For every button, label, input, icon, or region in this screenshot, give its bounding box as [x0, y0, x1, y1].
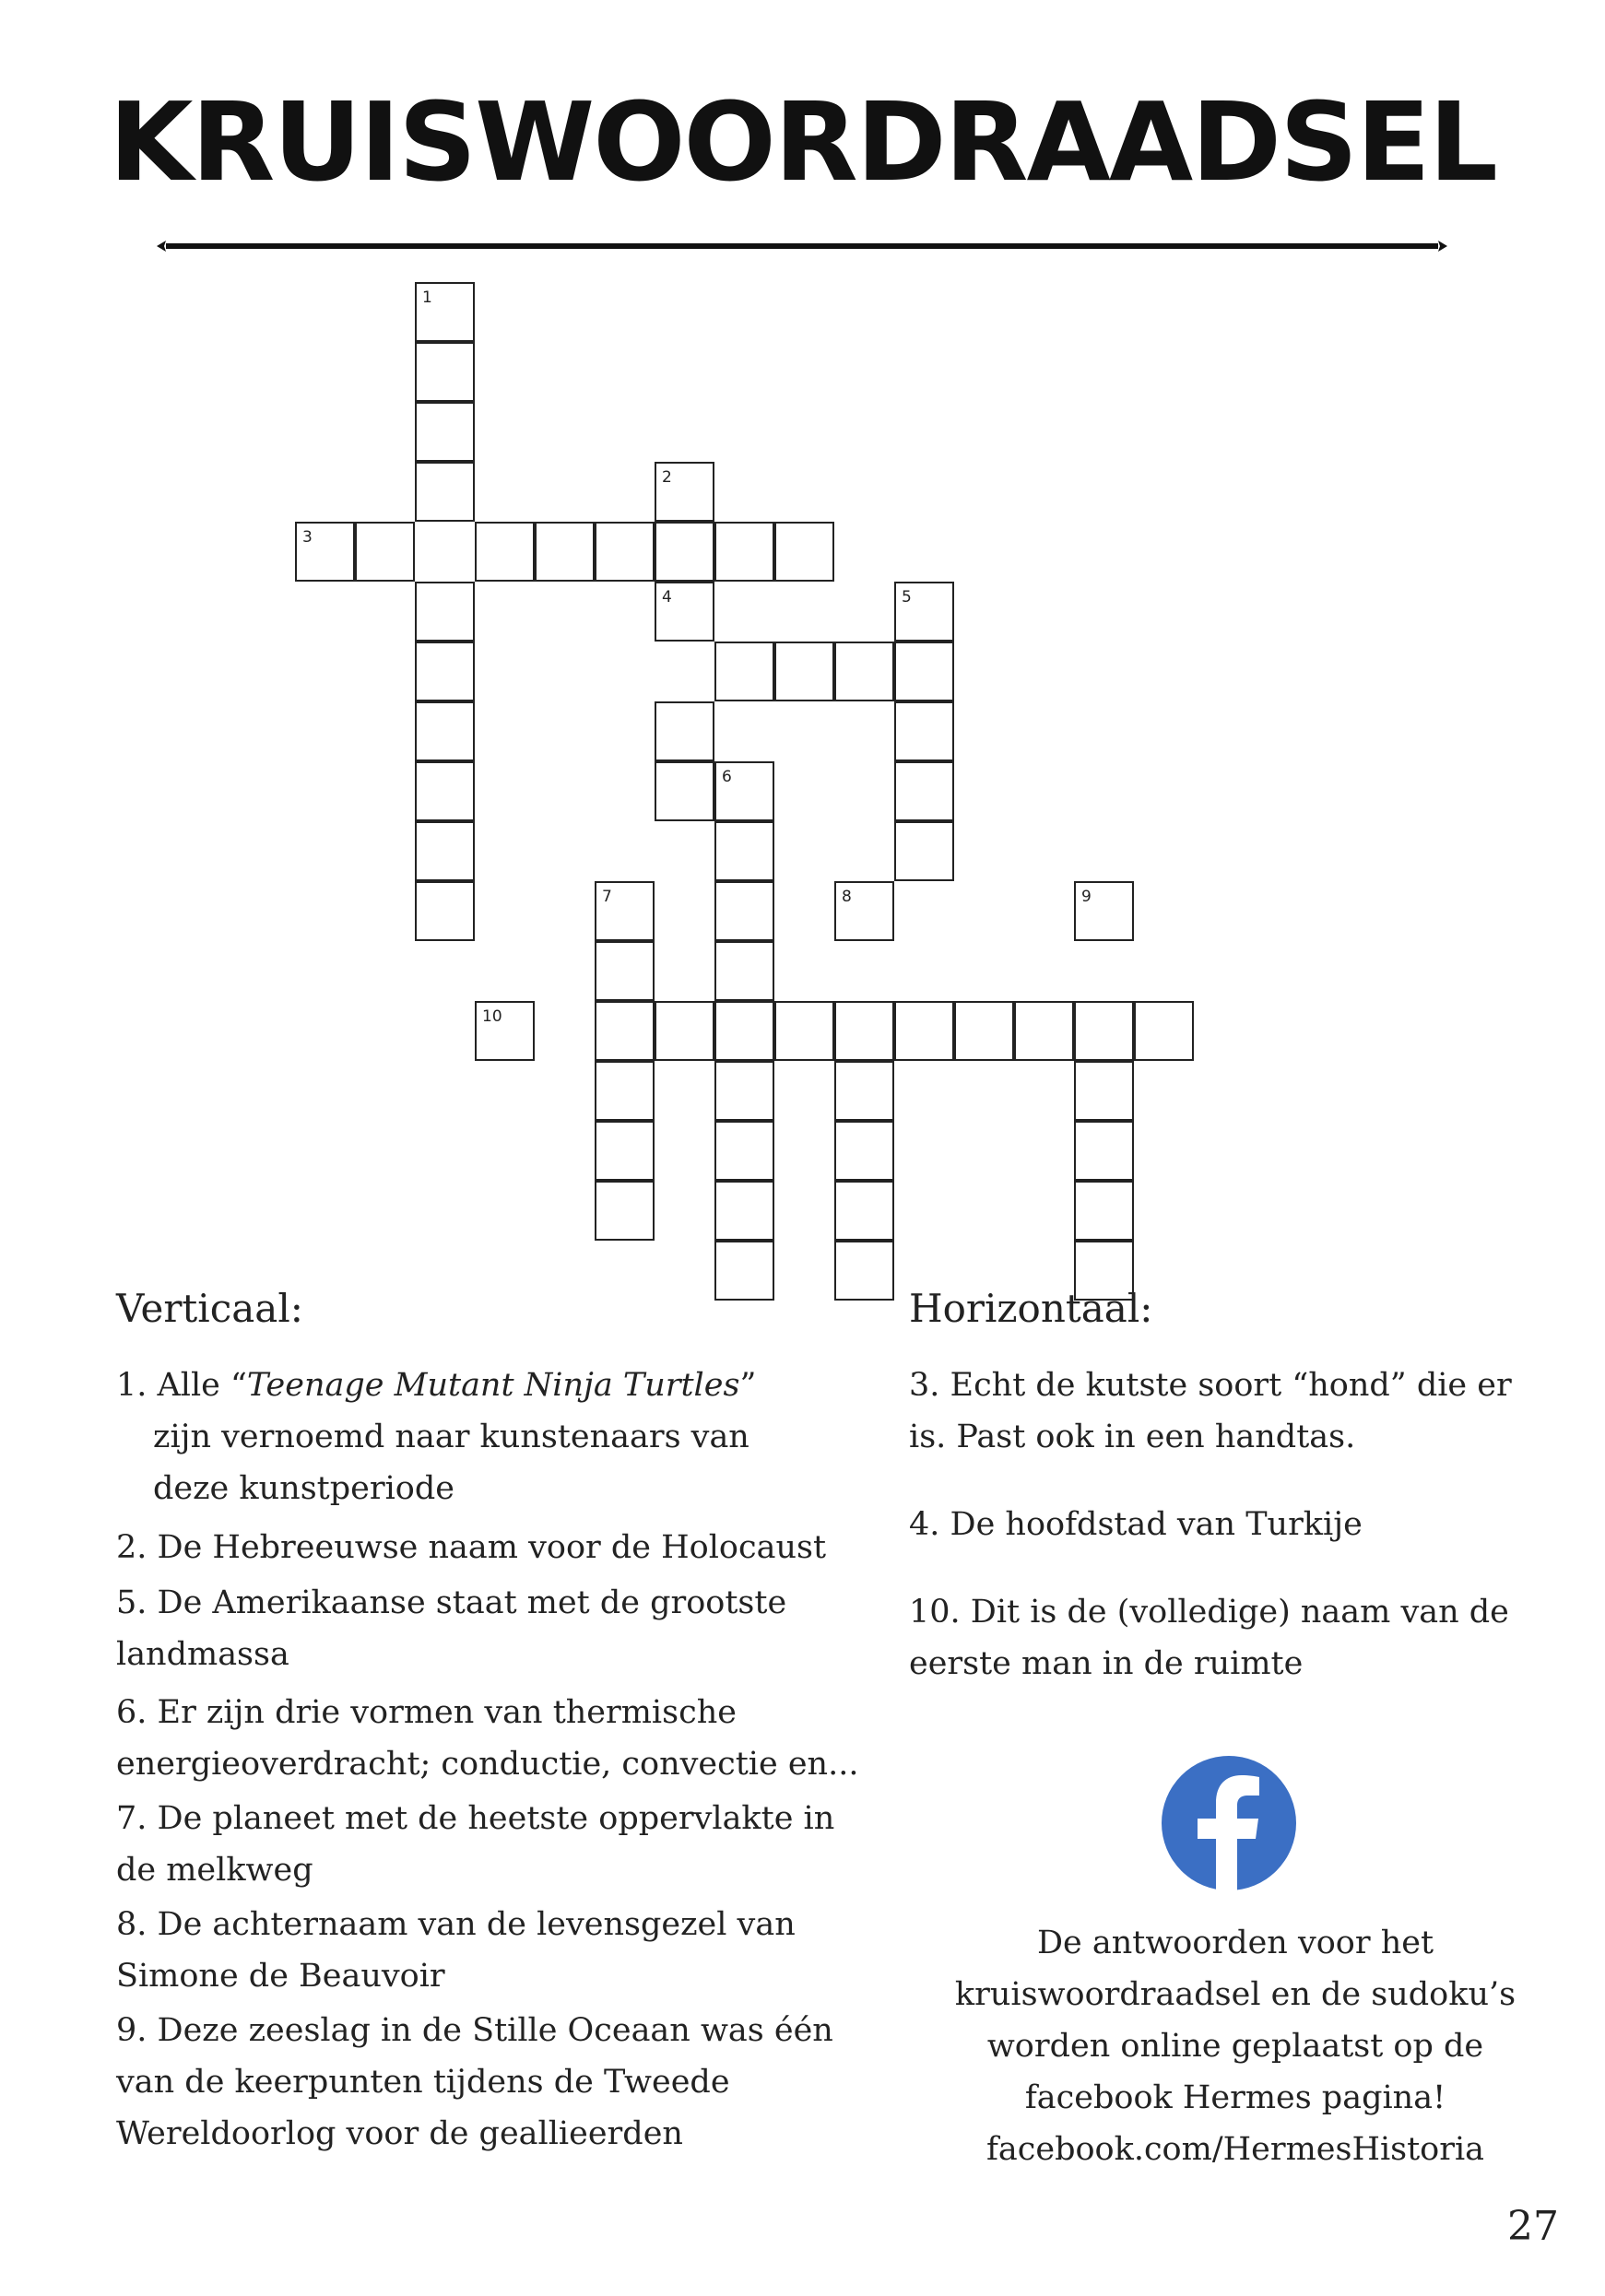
clue-verticaal-8 — [116, 1899, 796, 2002]
grid-cell[interactable] — [1074, 1061, 1134, 1121]
grid-clue-number: 4 — [662, 588, 672, 606]
grid-cell[interactable] — [355, 522, 415, 582]
clue-verticaal-7 — [116, 1793, 834, 1896]
clue-verticaal-6 — [116, 1687, 858, 1790]
grid-cell[interactable] — [655, 522, 714, 582]
grid-cell[interactable] — [415, 642, 475, 701]
grid-cell[interactable] — [655, 462, 714, 522]
page-title: KRUISWOORDRAADSEL — [109, 78, 1496, 206]
grid-cell[interactable] — [595, 941, 655, 1001]
grid-cell[interactable] — [1074, 1001, 1134, 1061]
clue-1-line3: deze kunstperiode — [153, 1470, 454, 1507]
grid-cell[interactable] — [1014, 1001, 1074, 1061]
clue-horizontaal-3 — [909, 1360, 1512, 1463]
grid-cell[interactable] — [415, 821, 475, 881]
grid-cell[interactable] — [714, 1061, 774, 1121]
clue-2-line1: 2. De Hebreeuwse naam voor de Holocaust — [116, 1529, 827, 1566]
clue-4-line1: 4. De hoofdstad van Turkije — [909, 1506, 1363, 1543]
grid-cell[interactable] — [894, 1001, 954, 1061]
note-line1: De antwoorden voor het — [1036, 1925, 1434, 1961]
grid-cell[interactable] — [595, 1061, 655, 1121]
clue-8-line2: Simone de Beauvoir — [116, 1958, 445, 1995]
clue-5-line2: landmassa — [116, 1636, 289, 1673]
grid-cell[interactable] — [475, 1001, 535, 1061]
note-line4: facebook Hermes pagina! — [1024, 2079, 1446, 2116]
clue-8-line1: 8. De achternaam van de levensgezel van — [116, 1906, 796, 1943]
grid-cell[interactable] — [415, 462, 475, 522]
clue-horizontaal-10 — [909, 1586, 1509, 1690]
grid-clue-number: 8 — [842, 888, 852, 906]
grid-cell[interactable] — [894, 582, 954, 642]
answers-note — [903, 1917, 1567, 2175]
grid-cell[interactable] — [295, 522, 355, 582]
clue-9-line2: van de keerpunten tijdens de Tweede — [116, 2064, 730, 2101]
clue-horizontaal-4 — [909, 1499, 1363, 1550]
clue-6-line2: energieoverdracht; conductie, convectie en... — [116, 1746, 859, 1783]
grid-cell[interactable] — [595, 1121, 655, 1181]
facebook-icon[interactable] — [1160, 1754, 1298, 1892]
note-line3: worden online geplaatst op de — [986, 2028, 1484, 2065]
clue-10-line1: 10. Dit is de (volledige) naam van de — [909, 1594, 1509, 1631]
grid-clue-number: 3 — [302, 528, 313, 547]
clue-1-title: Teenage Mutant Ninja Turtles — [246, 1367, 740, 1404]
clue-1-prefix: 1. Alle “ — [116, 1367, 247, 1404]
grid-cell[interactable] — [655, 701, 714, 761]
note-line2: kruiswoordraadsel en de sudoku’s — [954, 1976, 1516, 2013]
grid-cell[interactable] — [1134, 1001, 1194, 1061]
grid-cell[interactable] — [475, 522, 535, 582]
grid-cell[interactable] — [415, 761, 475, 821]
clue-9-line3: Wereldoorlog voor de geallieerden — [116, 2115, 683, 2152]
grid-cell[interactable] — [714, 1241, 774, 1301]
clue-3-line2: is. Past ook in een handtas. — [909, 1419, 1356, 1455]
title-divider — [157, 235, 1447, 257]
grid-cell[interactable] — [834, 1001, 894, 1061]
grid-cell[interactable] — [894, 761, 954, 821]
grid-cell[interactable] — [655, 1001, 714, 1061]
grid-cell[interactable] — [714, 642, 774, 701]
grid-cell[interactable] — [954, 1001, 1014, 1061]
grid-cell[interactable] — [415, 881, 475, 941]
grid-cell[interactable] — [774, 642, 834, 701]
clue-verticaal-1 — [116, 1360, 756, 1514]
grid-clue-number: 9 — [1081, 888, 1092, 906]
grid-clue-number: 7 — [602, 888, 612, 906]
grid-cell[interactable] — [714, 821, 774, 881]
grid-clue-number: 5 — [902, 588, 912, 606]
clue-9-line1: 9. Deze zeeslag in de Stille Oceaan was één — [116, 2012, 833, 2049]
horizontaal-heading: Horizontaal: — [909, 1286, 1153, 1331]
clue-7-line1: 7. De planeet met de heetste oppervlakte in — [116, 1800, 835, 1837]
clue-3-line1: 3. Echt de kutste soort “hond” die er — [909, 1367, 1512, 1404]
grid-cell[interactable] — [834, 1181, 894, 1241]
grid-clue-number: 1 — [422, 288, 432, 307]
grid-cell[interactable] — [714, 941, 774, 1001]
clue-10-line2: eerste man in de ruimte — [909, 1645, 1304, 1682]
grid-cell[interactable] — [415, 282, 475, 342]
grid-cell[interactable] — [595, 1181, 655, 1241]
grid-cell[interactable] — [655, 761, 714, 821]
grid-cell[interactable] — [714, 1001, 774, 1061]
grid-cell[interactable] — [774, 522, 834, 582]
grid-cell[interactable] — [834, 642, 894, 701]
grid-cell[interactable] — [595, 1001, 655, 1061]
grid-cell[interactable] — [894, 821, 954, 881]
clue-6-line1: 6. Er zijn drie vormen van thermische — [116, 1694, 737, 1731]
grid-cell[interactable] — [595, 881, 655, 941]
grid-cell[interactable] — [834, 1241, 894, 1301]
grid-cell[interactable] — [1074, 881, 1134, 941]
grid-cell[interactable] — [834, 1061, 894, 1121]
grid-cell[interactable] — [415, 701, 475, 761]
grid-cell[interactable] — [834, 1121, 894, 1181]
page-number: 27 — [1507, 2203, 1559, 2250]
clue-1-suffix: ” — [739, 1367, 757, 1404]
grid-cell[interactable] — [415, 402, 475, 462]
grid-cell[interactable] — [774, 1001, 834, 1061]
grid-cell[interactable] — [714, 1121, 774, 1181]
grid-cell[interactable] — [595, 522, 655, 582]
clue-verticaal-2 — [116, 1522, 826, 1573]
grid-cell[interactable] — [714, 761, 774, 821]
grid-cell[interactable] — [1074, 1121, 1134, 1181]
grid-clue-number: 6 — [722, 768, 732, 786]
grid-clue-number: 10 — [482, 1007, 502, 1026]
grid-cell[interactable] — [535, 522, 595, 582]
clue-5-line1: 5. De Amerikaanse staat met de grootste — [116, 1584, 787, 1621]
grid-cell[interactable] — [415, 582, 475, 642]
grid-clue-number: 2 — [662, 468, 672, 487]
grid-cell[interactable] — [894, 642, 954, 701]
grid-cell[interactable] — [714, 881, 774, 941]
grid-cell[interactable] — [894, 701, 954, 761]
grid-cell[interactable] — [714, 522, 774, 582]
facebook-link[interactable]: facebook.com/HermesHistoria — [985, 2131, 1485, 2168]
clue-7-line2: de melkweg — [116, 1852, 313, 1889]
clue-verticaal-9 — [116, 2005, 833, 2160]
verticaal-heading: Verticaal: — [116, 1286, 303, 1331]
grid-cell[interactable] — [1074, 1181, 1134, 1241]
grid-cell[interactable] — [415, 342, 475, 402]
clue-verticaal-5 — [116, 1577, 786, 1680]
grid-cell[interactable] — [834, 881, 894, 941]
grid-cell[interactable] — [655, 582, 714, 642]
clue-1-line2: zijn vernoemd naar kunstenaars van — [153, 1419, 749, 1455]
grid-cell[interactable] — [714, 1181, 774, 1241]
